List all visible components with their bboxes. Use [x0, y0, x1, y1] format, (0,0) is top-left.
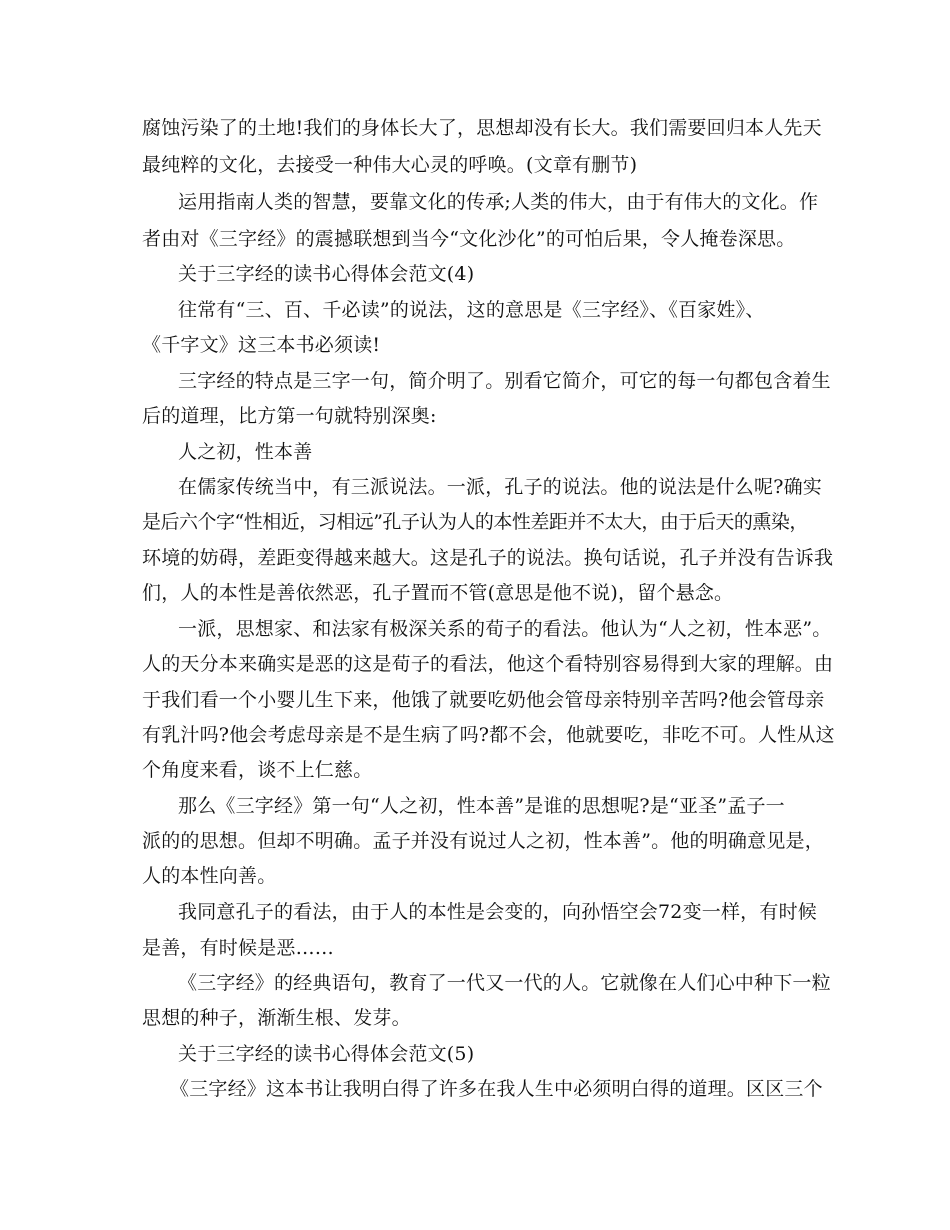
- section-heading: 关于三字经的读书心得体会范文(5): [178, 1043, 475, 1065]
- section-heading: 关于三字经的读书心得体会范文(4): [178, 263, 475, 285]
- text-line: 腐蚀污染了的土地!我们的身体长大了，思想却没有长大。我们需要回归本人先天: [142, 117, 822, 139]
- text-line: 是后六个字“性相近，习相远”孔子认为人的本性差距并不太大，由于后天的熏染，: [142, 511, 808, 533]
- text-line: 者由对《三字经》的震撼联想到当今“文化沙化”的可怕后果，令人掩卷深思。: [142, 228, 796, 250]
- text-line: 有乳汁吗?他会考虑母亲是不是生病了吗?都不会，他就要吃，非吃不可。人性从这: [142, 724, 835, 746]
- text-line: 环境的妨碍，差距变得越来越大。这是孔子的说法。换句话说，孔子并没有告诉我: [142, 547, 834, 569]
- text-line: 三字经的特点是三字一句，简介明了。别看它简介，可它的每一句都包含着生: [178, 370, 831, 392]
- text-line: 后的道理，比方第一句就特别深奥:: [142, 405, 437, 427]
- text-line: 《三字经》的经典语句，教育了一代又一代的人。它就像在人们心中种下一粒: [178, 972, 831, 994]
- text-line: 往常有“三、百、千必读”的说法，这的意思是《三字经》、《百家姓》、: [178, 299, 765, 321]
- text-line: 思想的种子，渐渐生根、发芽。: [142, 1007, 411, 1029]
- text-line: 人的天分本来确实是恶的这是荀子的看法，他这个看特别容易得到大家的理解。由: [142, 653, 834, 675]
- text-line: 那么《三字经》第一句“人之初，性本善”是谁的思想呢?是“亚圣”孟子一: [178, 795, 785, 817]
- text-line: 在儒家传统当中，有三派说法。一派，孔子的说法。他的说法是什么呢?确实: [178, 476, 822, 498]
- text-line: 《千字文》这三本书必须读!: [142, 334, 381, 356]
- text-line: 我同意孔子的看法，由于人的本性是会变的，向孙悟空会72变一样，有时候: [178, 901, 817, 923]
- text-line: 一派，思想家、和法家有极深关系的荀子的看法。他认为“人之初，性本恶”。: [178, 618, 832, 640]
- text-line: 个角度来看，谈不上仁慈。: [142, 759, 373, 781]
- text-line: 是善，有时候是恶……: [142, 937, 335, 959]
- text-line: 最纯粹的文化，去接受一种伟大心灵的呼唤。(文章有删节): [142, 154, 638, 176]
- text-line: 们，人的本性是善依然恶，孔子置而不管(意思是他不说)，留个悬念。: [142, 582, 734, 604]
- text-line: 派的的思想。但却不明确。孟子并没有说过人之初，性本善”。他的明确意见是，: [142, 830, 824, 852]
- text-line: 运用指南人类的智慧，要靠文化的传承;人类的伟大，由于有伟大的文化。作: [178, 191, 819, 213]
- text-line: 人的本性向善。: [142, 865, 277, 887]
- text-line: 人之初，性本善: [178, 441, 313, 463]
- text-line: 《三字经》这本书让我明白得了许多在我人生中必须明白得的道理。区区三个: [170, 1078, 823, 1100]
- text-line: 于我们看一个小婴儿生下来，他饿了就要吃奶他会管母亲特别辛苦吗?他会管母亲: [142, 689, 825, 711]
